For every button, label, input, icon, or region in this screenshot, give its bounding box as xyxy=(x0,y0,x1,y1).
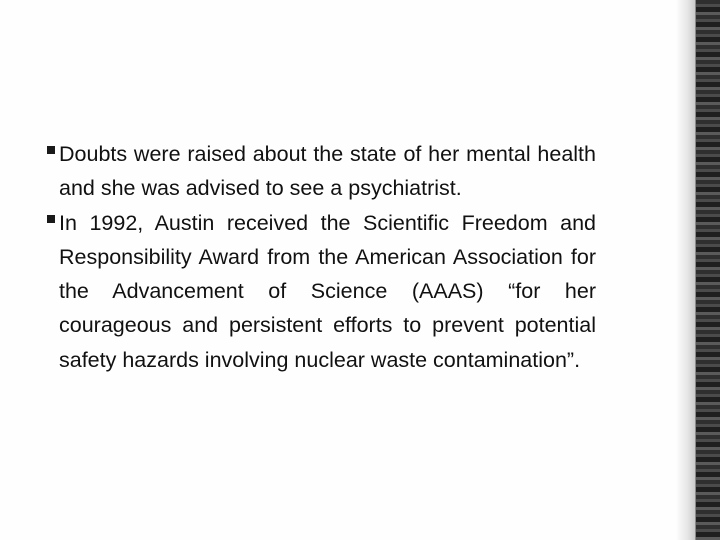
square-bullet-icon xyxy=(47,146,55,154)
square-bullet-icon xyxy=(47,215,55,223)
bullet-text: Doubts were raised about the state of her mental health and she was advised to see a psychiatrist. xyxy=(59,142,596,201)
bullet-text: In 1992, Austin received the Scientific Freedom and Responsibility Award from the American Association for the Advancement of Science (AAAS) “for her courageous and persistent efforts to prevent potential safety hazards involving nuclear waste contamination”. xyxy=(59,210,596,372)
edge-shadow xyxy=(676,0,696,540)
bullet-list xyxy=(40,137,596,377)
bullet-item-doubts xyxy=(40,137,596,206)
bullet-item-award xyxy=(40,206,596,377)
decorative-edge-band xyxy=(696,0,720,540)
